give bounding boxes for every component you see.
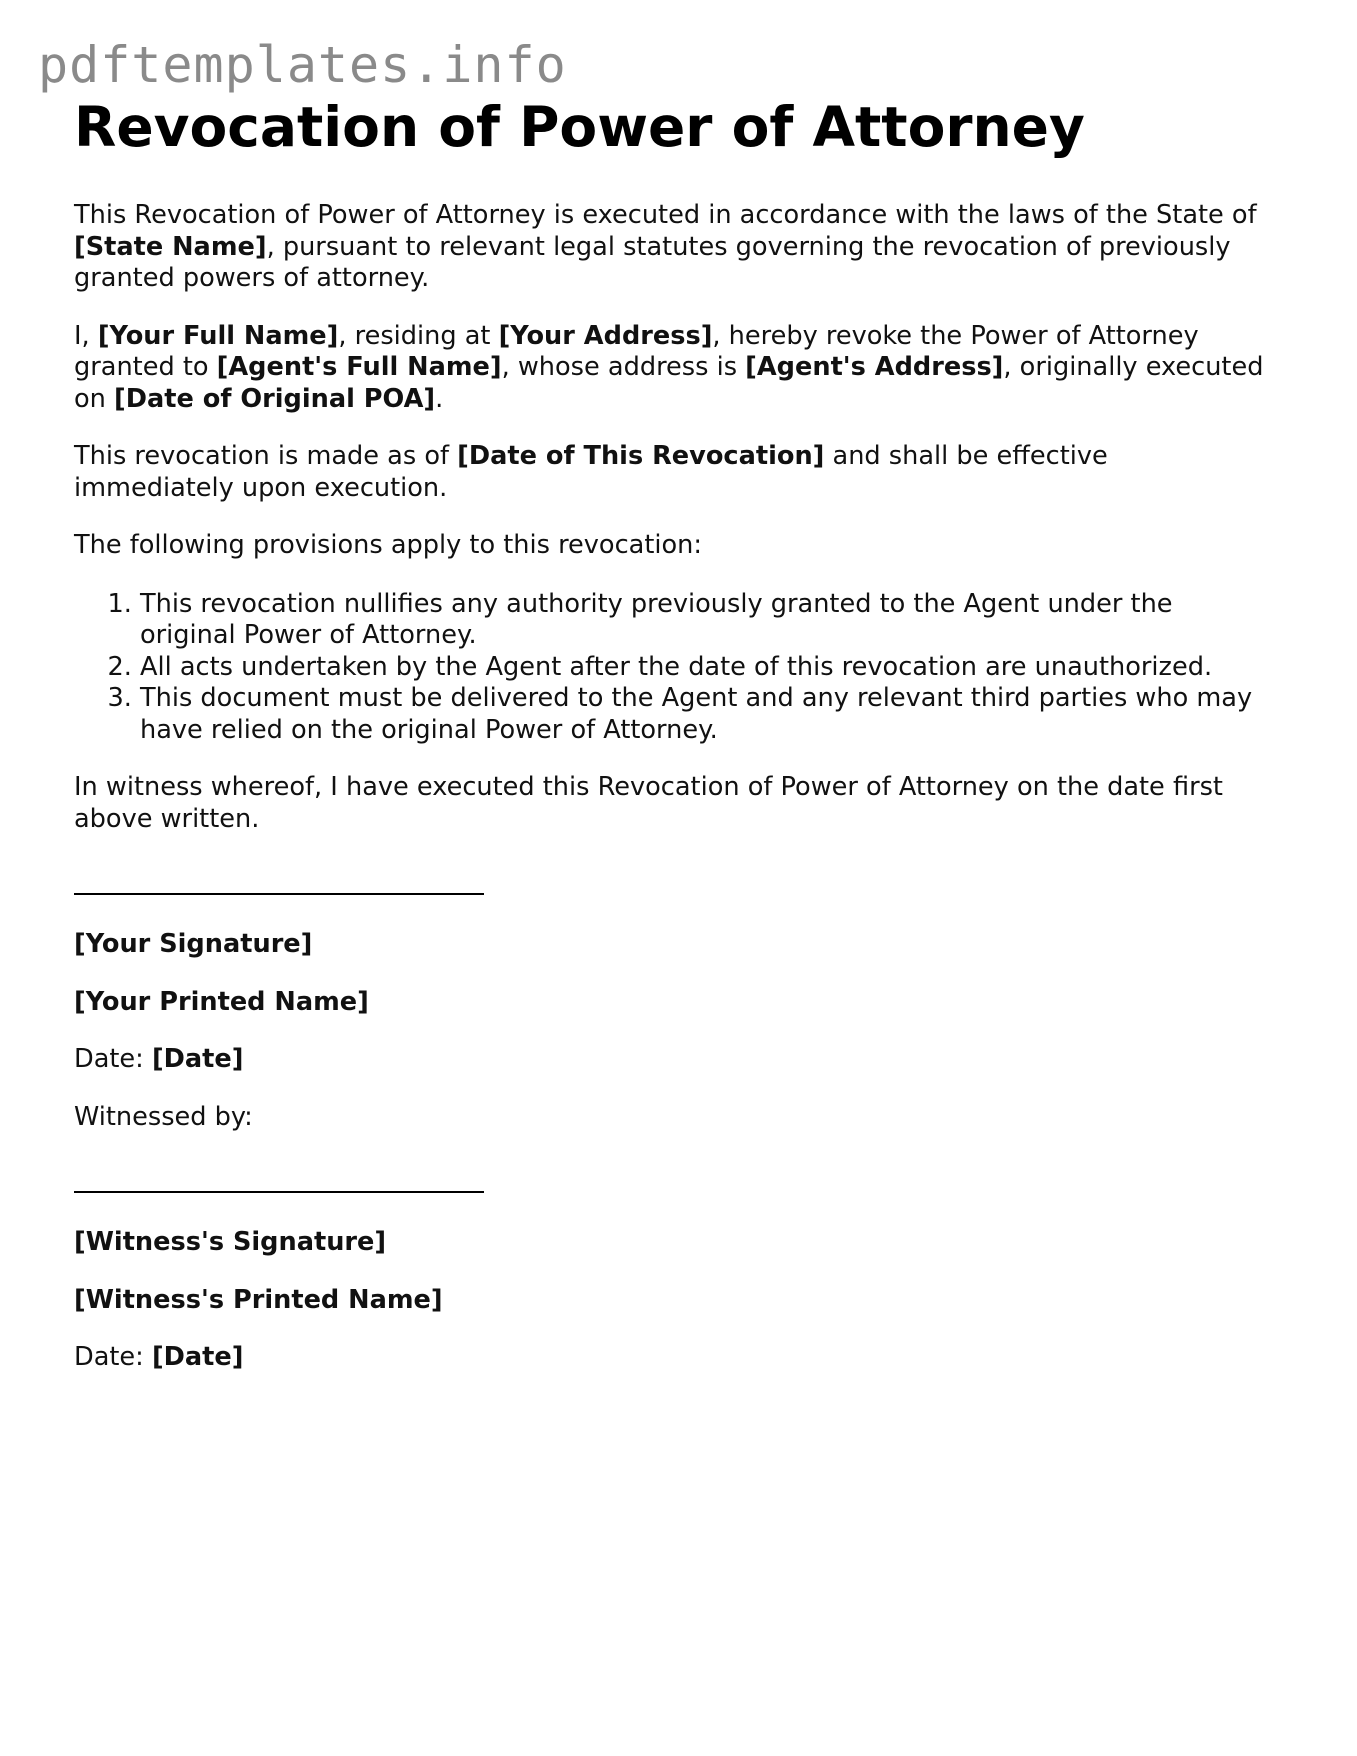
document-body [74, 92, 1274, 1374]
witness-date: Date: [Date] [74, 1342, 244, 1372]
original-poa-date-field: [Date of Original POA] [114, 383, 436, 414]
revocation-statement: I, [Your Full Name], residing at [Your Address], hereby revoke the Power of Attorney granted to [Agent's Full Name], whose address is [Agent's Address], originally executed on [Date of Original POA]. [74, 320, 1264, 414]
list-item: 1. This revocation nullifies any authority previously granted to the Agent under the original Power of Attorney. [140, 589, 1274, 652]
signer-signature-line [74, 893, 484, 895]
address-field: [Your Address] [498, 320, 713, 351]
list-item: 3. This document must be delivered to the Agent and any relevant third parties who may have relied on the original Power of Attorney. [140, 683, 1274, 746]
watermark: pdftemplates.info [38, 36, 567, 94]
signer-printed-name: [Your Printed Name] [74, 986, 369, 1017]
state-name-field: [State Name] [74, 231, 267, 262]
intro-paragraph: This Revocation of Power of Attorney is executed in accordance with the laws of the State of [State Name], pursuant to relevant legal statutes governing the revocation of previously granted powers of attorney. [74, 200, 1257, 293]
agent-address-field: [Agent's Address] [745, 352, 1004, 382]
agent-name-field: [Agent's Full Name] [216, 352, 502, 382]
witness-signature-line [74, 1191, 484, 1193]
list-item: 2. All acts undertaken by the Agent after the date of this revocation are unauthorized. [140, 652, 1274, 684]
witness-printed-name: [Witness's Printed Name] [74, 1284, 443, 1315]
signer-date: Date: [Date] [74, 1044, 244, 1074]
witness-signature-label: [Witness's Signature] [74, 1227, 387, 1257]
revocation-date-field: [Date of This Revocation] [457, 441, 825, 471]
full-name-field: [Your Full Name] [97, 320, 339, 351]
document-title: Revocation of Power of Attorney [74, 95, 1085, 159]
witnessed-by-label: Witnessed by: [74, 1101, 253, 1132]
witness-statement: In witness whereof, I have executed this Revocation of Power of Attorney on the date first above written. [74, 772, 1223, 834]
effective-date-paragraph: This revocation is made as of [Date of This Revocation] and shall be effective immediately upon execution. [74, 441, 1108, 503]
provisions-intro: The following provisions apply to this revocation: [74, 530, 702, 560]
provisions-list [74, 589, 1274, 747]
signer-signature-label: [Your Signature] [74, 929, 313, 959]
